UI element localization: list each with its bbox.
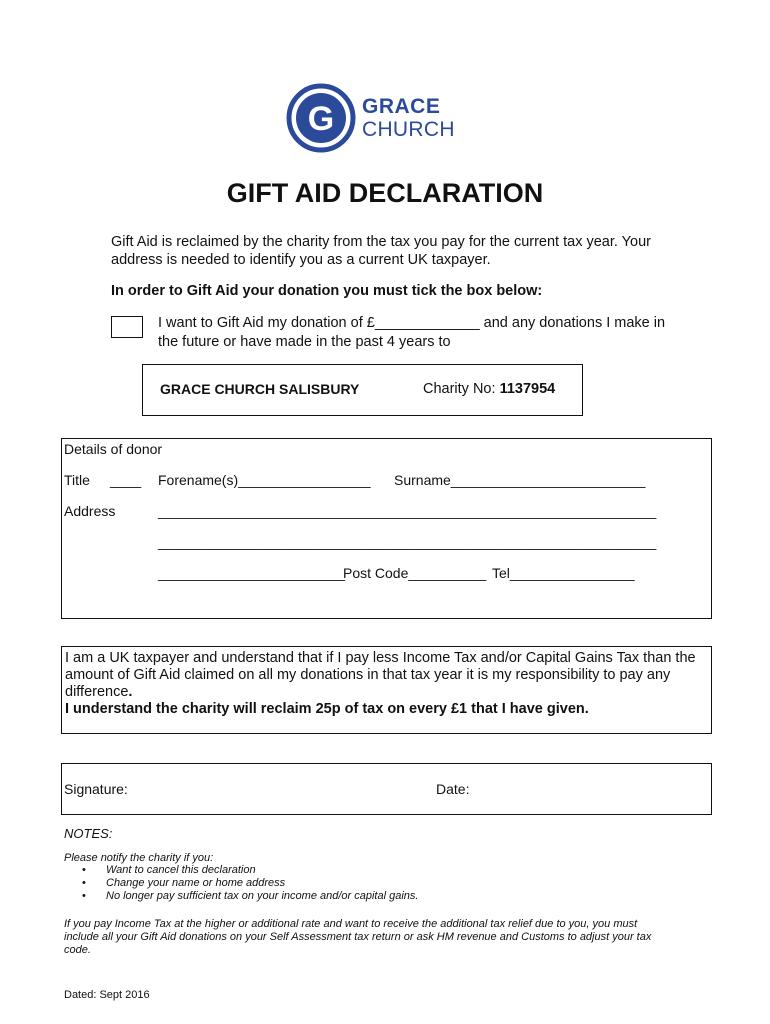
gift-aid-statement: I want to Gift Aid my donation of £_____________ and any donations I make in the future or have made in the past 4 years to: [158, 315, 666, 350]
taxpayer-statement-period: .: [128, 684, 133, 700]
reclaim-statement: I understand the charity will reclaim 25p of tax on every £1 that I have given.: [65, 701, 589, 717]
taxpayer-statement: I am a UK taxpayer and understand that if I pay less Income Tax and/or Capital Gains Tax than the amount of Gift Aid claimed on all my donations in that tax year it is my responsibility to pay any difference: [65, 650, 696, 700]
list-item: • No longer pay sufficient tax on your income and/or capital gains.: [82, 890, 419, 902]
higher-rate-note: If you pay Income Tax at the higher or additional rate and want to receive the additional tax relief due to you, you must include all your Gift Aid donations on your Self Assessment tax return or ask HM revenue and Customs to adjust your tax code.: [64, 918, 652, 956]
logo-line2: CHURCH: [362, 118, 455, 141]
dated-footer: Dated: Sept 2016: [64, 989, 150, 1001]
postcode-field[interactable]: Post Code__________: [343, 565, 487, 581]
address-line-1[interactable]: ________________________________________________________________: [158, 503, 657, 519]
charity-number-value: 1137954: [499, 381, 556, 397]
bullet-icon: •: [82, 890, 86, 902]
logo-mark-letter: G: [307, 100, 335, 138]
list-item: • Change your name or home address: [82, 877, 286, 889]
title-field[interactable]: ____: [110, 472, 142, 488]
signature-box: [61, 763, 712, 815]
grace-church-logo-icon: [286, 83, 356, 153]
address-label: Address: [64, 503, 116, 519]
donor-details-box: [61, 438, 712, 619]
tel-field[interactable]: Tel________________: [492, 565, 635, 581]
gift-aid-checkbox[interactable]: [111, 316, 143, 338]
taxpayer-declaration: [65, 650, 709, 718]
surname-field[interactable]: Surname_________________________: [394, 472, 646, 488]
donor-details-heading: Details of donor: [64, 441, 163, 457]
charity-number-label: Charity No:: [423, 381, 500, 397]
intro-text: Gift Aid is reclaimed by the charity from the tax you pay for the current tax year. Your address is needed to identify you as a current UK taxpayer.: [111, 234, 651, 268]
notes-title: NOTES:: [64, 826, 113, 841]
address-line-3[interactable]: ________________________: [158, 565, 345, 581]
title-label: Title: [64, 472, 90, 488]
address-line-2[interactable]: ________________________________________________________________: [158, 534, 657, 550]
page-title: GIFT AID DECLARATION: [226, 178, 544, 208]
signature-label: Signature:: [64, 781, 128, 797]
date-label: Date:: [436, 781, 470, 797]
bullet-icon: •: [82, 877, 86, 889]
logo-line1: GRACE: [362, 95, 441, 118]
forename-field[interactable]: Forename(s)_________________: [158, 472, 371, 488]
charity-number: [423, 381, 555, 397]
instruction-text: In order to Gift Aid your donation you must tick the box below:: [111, 283, 543, 299]
notes-list: [64, 864, 418, 903]
logo-wordmark: [362, 96, 455, 140]
list-item: • Want to cancel this declaration: [82, 864, 256, 876]
notes-intro: Please notify the charity if you:: [64, 852, 214, 864]
bullet-icon: •: [82, 864, 86, 876]
charity-name: GRACE CHURCH SALISBURY: [160, 381, 360, 397]
